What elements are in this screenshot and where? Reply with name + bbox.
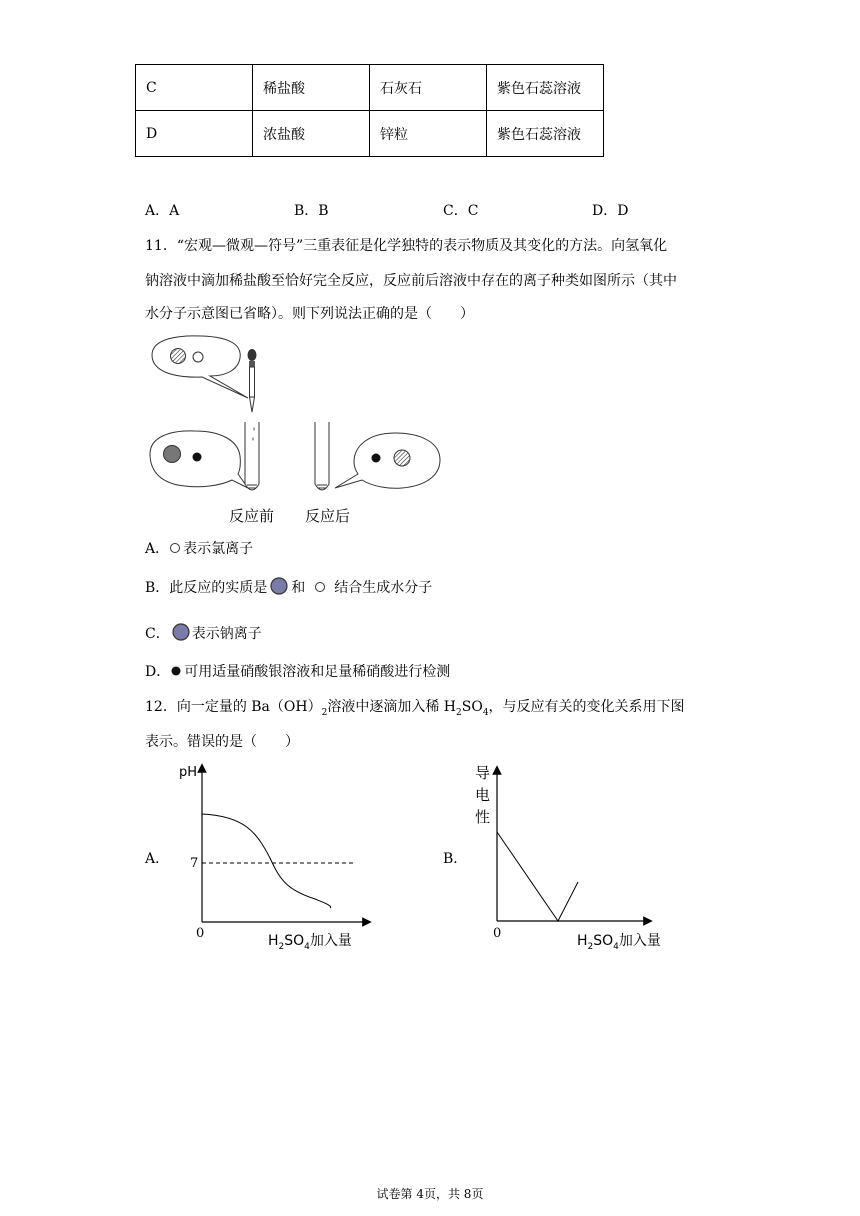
q12-stem-line-1 [145, 696, 685, 718]
table-cell: 紫色石蕊溶液 [487, 111, 604, 157]
sodium-ion-icon [372, 454, 381, 463]
ph-graph [175, 758, 375, 958]
option-and: 和 [291, 580, 306, 596]
dropper-ion-bubble [152, 336, 248, 398]
origin-label: 0 [196, 926, 205, 941]
q11-option-a [145, 538, 253, 558]
stem-text: 溶液中逐滴加入稀 H [327, 699, 456, 715]
white-ion-icon [169, 542, 183, 554]
option-prefix: D． [145, 664, 171, 680]
table-row [136, 111, 604, 157]
sodium-ion-icon [267, 576, 291, 596]
sodium-ion-icon [170, 622, 192, 642]
label-text: H [268, 933, 279, 949]
stem-text: SO [461, 699, 483, 715]
label-text: H [577, 933, 588, 949]
sodium-ion-icon [164, 446, 181, 463]
q11-stem-line-1: 11．“宏观—微观—符号”三重表征是化学独特的表示物质及其变化的方法。向氢氧化 [145, 238, 668, 254]
subscript: 4 [304, 941, 310, 952]
label-text: SO [593, 933, 614, 949]
label-text: SO [284, 933, 305, 949]
table-cell: 锌粒 [370, 111, 487, 157]
q10-option-d: D．D [592, 203, 629, 219]
page-footer: 试卷第 4页，共 8页 [376, 1187, 484, 1201]
black-ion-icon [170, 665, 184, 677]
q11-option-c [145, 622, 262, 643]
origin-label: 0 [493, 926, 502, 941]
x-axis-label [577, 930, 661, 952]
q10-option-b: B．B [294, 203, 329, 219]
q11-option-d [145, 661, 450, 681]
hydroxide-ion-icon [193, 453, 202, 462]
q10-option-a: A．A [145, 203, 180, 219]
chloride-ion-icon [394, 450, 410, 466]
white-ion-icon [310, 581, 330, 593]
chloride-ion-icon [171, 349, 186, 364]
table-cell: 紫色石蕊溶液 [487, 65, 604, 111]
q11-option-b [145, 576, 432, 597]
subscript: 2 [321, 707, 328, 718]
dropper-icon [248, 349, 257, 412]
hydrogen-ion-icon [193, 352, 203, 362]
label-before-reaction: 反应前 [229, 507, 275, 525]
x-axis-label [268, 930, 352, 952]
option-prefix: B．此反应的实质是 [145, 580, 268, 596]
conductivity-curve [497, 832, 578, 921]
table-cell: C [136, 65, 253, 111]
subscript: 4 [482, 707, 489, 718]
label-after-reaction: 反应后 [305, 507, 351, 525]
table-cell: 石灰石 [370, 65, 487, 111]
answer-table [135, 64, 604, 157]
q12-option-b: B． [443, 851, 468, 867]
label-text: 加入量 [309, 933, 352, 949]
ph7-tick-label: 7 [190, 856, 199, 871]
subscript: 4 [613, 941, 619, 952]
test-tube-before-icon [245, 422, 259, 490]
q12-option-a: A． [145, 851, 170, 867]
q11-stem-line-3: 水分子示意图已省略）。则下列说法正确的是（ ） [145, 306, 474, 322]
label-char: 电 [475, 786, 491, 804]
table-cell: 稀盐酸 [253, 65, 370, 111]
conductivity-axis-label [475, 762, 490, 828]
subscript: 2 [456, 707, 462, 718]
option-prefix: A． [145, 541, 170, 557]
q12-stem-line-2: 表示。错误的是（ ） [145, 734, 299, 750]
label-char: 导 [475, 764, 491, 782]
option-text: 可用适量硝酸银溶液和足量稀硝酸进行检测 [184, 664, 451, 680]
table-cell: 浓盐酸 [253, 111, 370, 157]
test-tube-after-icon [315, 422, 329, 490]
stem-text: 12．向一定量的 Ba（OH） [145, 699, 322, 715]
after-ion-bubble [335, 433, 440, 488]
label-text: 加入量 [618, 933, 661, 949]
option-text: 表示氯离子 [183, 541, 254, 557]
before-ion-bubble [150, 431, 248, 488]
table-cell: D [136, 111, 253, 157]
q11-stem-line-2: 钠溶液中滴加稀盐酸至恰好完全反应，反应前后溶液中存在的离子种类如图所示（其中 [145, 273, 677, 289]
stem-text: ，与反应有关的变化关系用下图 [488, 699, 685, 715]
table-row [136, 65, 604, 111]
ph-axis-label: pH [179, 765, 198, 780]
option-text: 结合生成水分子 [334, 580, 433, 596]
subscript: 2 [587, 941, 594, 952]
q11-reaction-figure [140, 330, 450, 530]
ph-curve [202, 814, 331, 908]
option-text: 表示钠离子 [191, 626, 262, 642]
option-prefix: C． [145, 626, 170, 642]
label-char: 性 [475, 808, 491, 826]
q10-option-c: C．C [443, 203, 479, 219]
subscript: 2 [278, 941, 285, 952]
